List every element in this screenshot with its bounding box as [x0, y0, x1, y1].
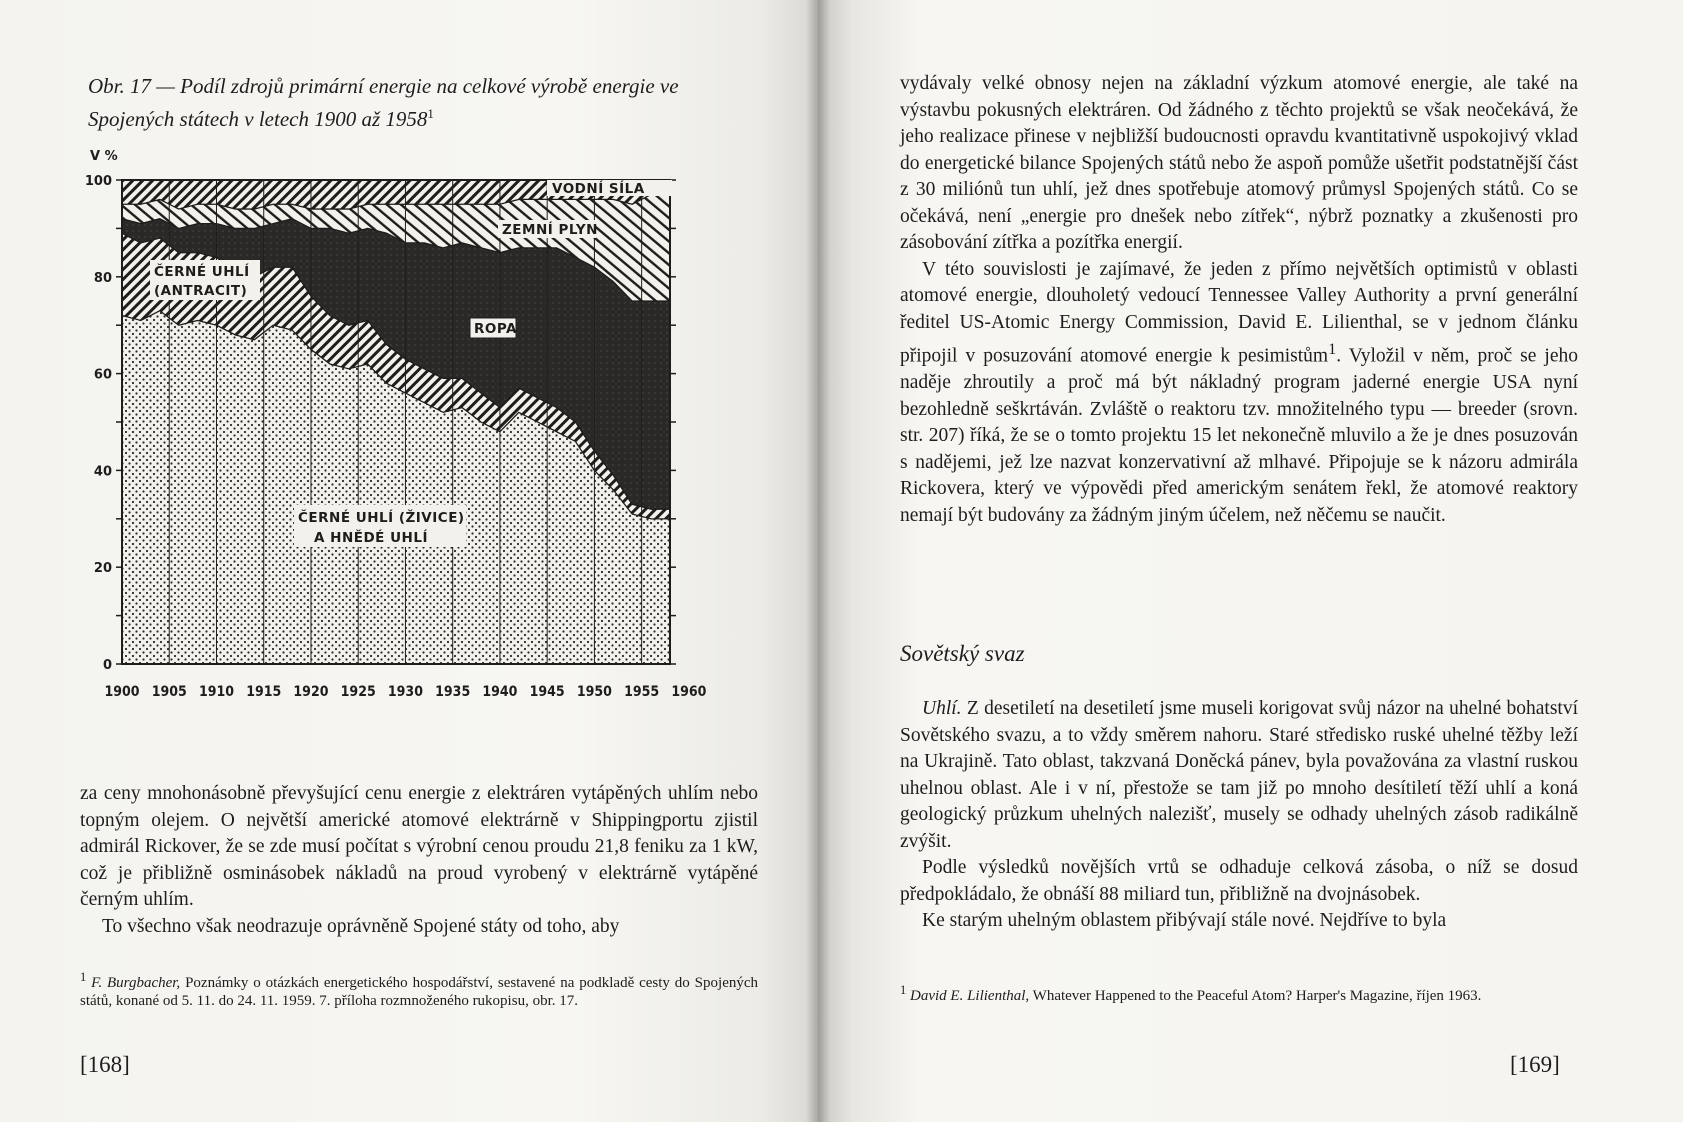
caption-footnote-mark: 1	[427, 106, 434, 121]
right-footnote	[900, 981, 1578, 1005]
right-footnote-mark: 1	[900, 983, 907, 997]
right-paragraph-5: Ke starým uhelným oblastem přibývají stále nové. Nejdříve to byla	[922, 910, 1447, 931]
right-paragraph-2-footnote-mark: 1	[1328, 340, 1337, 358]
right-paragraph-2-start: V této souvislosti je zajímavé, že jeden z přímo největších optimistů v oblasti atomové energie, dlouholetý vedoucí Tennessee Valley Authority a první generální ředitel US-Atomic Energy Commission, David E. Lilienthal, se v jednom článku připojil v posuzování atomové energie k pesimistům	[900, 258, 1578, 367]
book-gutter	[806, 0, 830, 1122]
right-body-text-2	[900, 696, 1578, 935]
left-paragraph-1: za ceny mnohonásobně převyšující cenu energie z elektráren vytápěných uhlím nebo topným olejem. O největší americké atomové elektrárně v Shippingportu zjistil admirál Rickover, že se zde musí počítat s výrobní cenou proudu 21,8 feniku za 1 kW, což je přibližně osminásobek nákladů na proud vyrobený v elektrárně vytápěné černým uhlím.	[80, 783, 758, 910]
right-paragraph-3-lead: Uhlí.	[922, 698, 962, 719]
y-axis-label: V %	[90, 150, 118, 164]
x-tick-label: 1950	[576, 684, 612, 700]
y-tick-label: 0	[102, 658, 112, 673]
left-footnote-author: F. Burgbacher,	[91, 975, 181, 991]
x-tick-label: 1910	[198, 684, 235, 700]
right-paragraph-2-end: . Vyložil v něm, proč se jeho naděje zhroutily a proč má být nákladný program jaderné energie USA nyní bezohledně seškrtáván. Zvláště o reaktoru tzv. množitelného typu — breeder (srovn. str. 207) říká, že se o tomto projektu 15 let nekonečně mluvilo a že je dnes posuzován s nadějemi, jež lze nazvat konzervativní až mlhavé. Připojuje se k názoru admirála Rickovera, který ve výpovědi před americkým senátem řekl, že atomové reaktory nemají být budovány za žádným jiným účelem, než něčemu se naučit.	[900, 345, 1578, 526]
right-paragraph-2	[900, 257, 1578, 530]
figure-caption-text: Obr. 17 — Podíl zdrojů primární energie na celkové výrobě energie ve Spojených státech v letech 1900 až 1958	[88, 74, 679, 131]
y-tick-label: 60	[93, 367, 112, 383]
x-tick-label: 1900	[104, 684, 140, 700]
right-paragraph-3	[900, 696, 1578, 855]
right-paragraph-4: Podle výsledků novějších vrtů se odhaduje celková zásoba, o níž se dosud předpokládalo, že obnáší 88 miliard tun, přibližně na dvojnásobek.	[900, 857, 1578, 905]
y-tick-label: 20	[93, 561, 112, 577]
chart-areas	[122, 180, 670, 664]
area-label-anthracite: ČERNÉ UHLÍ (ANTRACIT)	[154, 264, 250, 299]
x-tick-label: 1920	[293, 684, 329, 700]
right-paragraph-3-text: Z desetiletí na desetiletí jsme museli korigovat svůj názor na uhelné bohatství Sovětského svazu, a to vždy směrem nahoru. Staré středisko ruské uhelné těžby leží na Ukrajině. Tato oblast, takzvaná Doněcká pánev, byla považována za vlastní ruskou uhelnou oblast. Ale i v ní, přestože se tam již po mnoho desítiletí těží uhlí a koná geologický průzkum uhelných nalezišť, musely se odhady uhelných zásob radikálně zvýšit.	[900, 698, 1578, 852]
x-tick-label: 1905	[151, 684, 187, 700]
area-label-gas: ZEMNÍ PLYN	[502, 222, 598, 238]
left-footnote	[80, 968, 758, 1010]
area-label-hydro: VODNÍ SÍLA	[552, 181, 645, 197]
left-paragraph-2: To všechno však neodrazuje oprávněně Spojené státy od toho, aby	[102, 915, 620, 937]
energy-share-chart	[82, 150, 762, 760]
x-tick-label: 1935	[435, 684, 471, 700]
area-label-bituminous: ČERNÉ UHLÍ (ŽIVICE) A HNĚDÉ UHLÍ	[298, 510, 465, 546]
y-tick-label: 40	[93, 464, 112, 480]
y-tick-labels	[85, 174, 112, 673]
right-footnote-text: Whatever Happened to the Peaceful Atom? Harper's Magazine, říjen 1963.	[1032, 988, 1482, 1004]
chart-svg	[82, 150, 762, 760]
x-tick-label: 1940	[482, 684, 518, 700]
figure-caption	[88, 72, 768, 133]
x-tick-label: 1915	[246, 684, 282, 700]
right-paragraph-1: vydávaly velké obnosy nejen na základní výzkum atomové energie, ale také na výstavbu pokusných elektráren. Od žádného z těchto projektů se však neočekává, že jeho realizace přinese v nejbližší budoucnosti opravdu kvantitativně uspokojivý vklad do energetické bilance Spojených států nebo že aspoň pomůže ušetřit podstatnější část z 30 miliónů tun uhlí, jež dnes spotřebuje atomový průmysl Spojených států. Co se očekává, není „energie pro dnešek nebo zítřek“, nýbrž poznatky a zkušenosti pro zásobování zítřka a pozítřka energií.	[900, 73, 1578, 253]
area-label-oil: ROPA	[474, 321, 517, 337]
y-tick-label: 80	[93, 270, 112, 286]
right-footnote-author: David E. Lilienthal,	[910, 988, 1030, 1004]
left-footnote-text: Poznámky o otázkách energetického hospodářství, sestavené na podkladě cesty do Spojených států, konané od 5. 11. do 24. 11. 1959. 7. příloha rozmnoženého rukopisu, obr. 17.	[80, 975, 759, 1009]
left-footnote-mark: 1	[80, 970, 87, 984]
x-tick-label: 1925	[340, 684, 376, 700]
right-body-text	[900, 71, 1578, 529]
page-number-left: [168]	[80, 1052, 130, 1077]
x-tick-label: 1945	[529, 684, 565, 700]
section-heading: Sovětský svaz	[900, 641, 1025, 666]
x-tick-label: 1955	[624, 684, 660, 700]
x-tick-labels	[104, 684, 706, 700]
x-tick-label: 1930	[387, 684, 423, 700]
page-number-right: [169]	[1510, 1052, 1560, 1077]
x-tick-label: 1960	[671, 684, 707, 700]
left-body-text	[80, 781, 758, 940]
y-tick-label: 100	[84, 174, 112, 189]
